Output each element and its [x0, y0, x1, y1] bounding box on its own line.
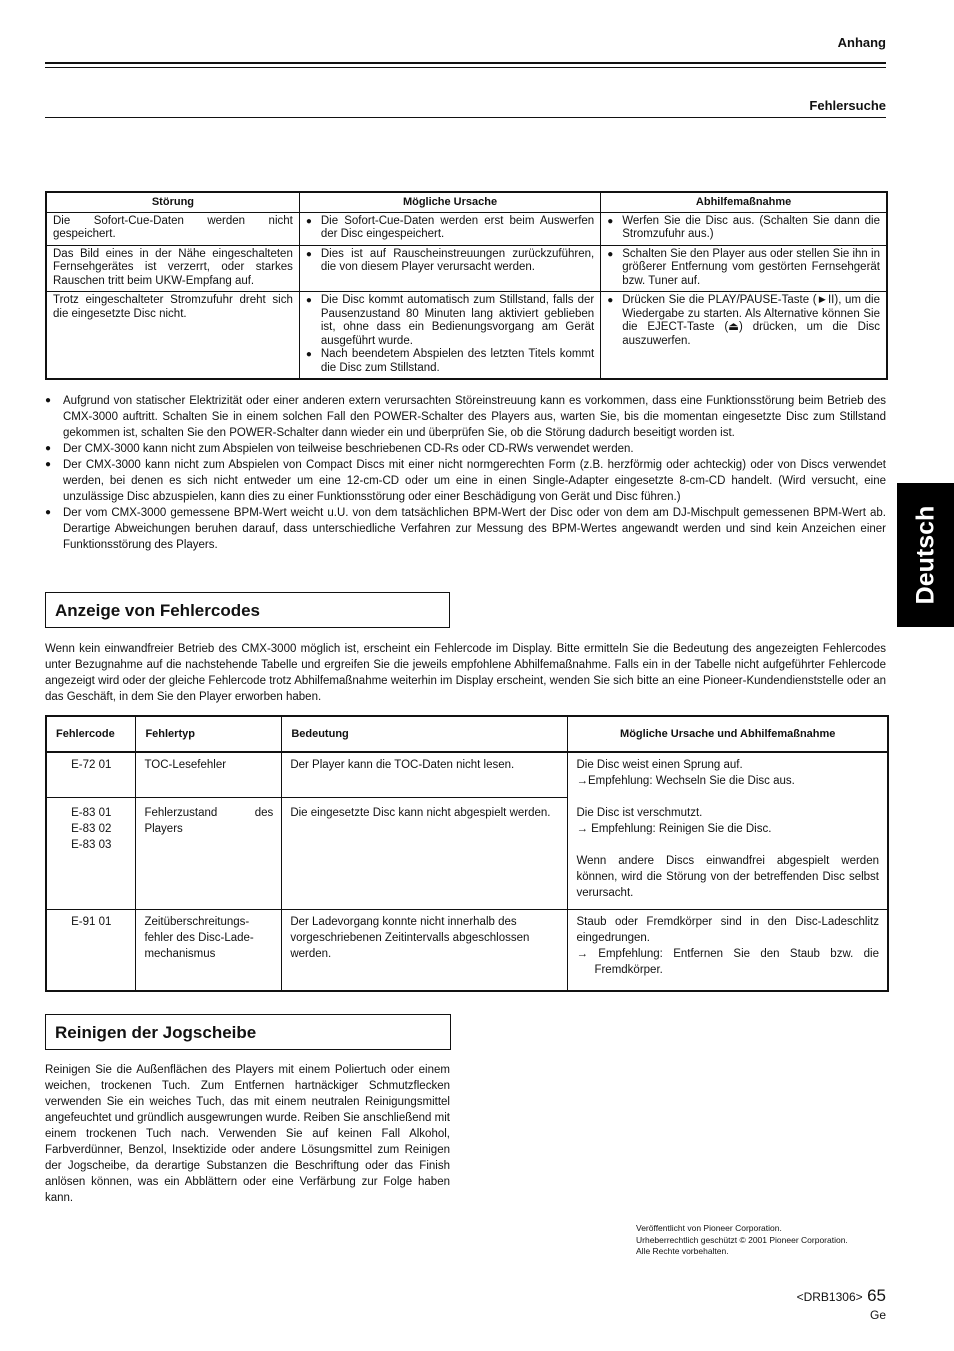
publisher-credits [636, 1223, 848, 1258]
remedy-line: Staub oder Fremdkörper sind in den Disc-Ladeschlitz eingedrungen. [576, 915, 879, 944]
page-footer [797, 1286, 886, 1306]
remedy-line: → Empfehlung: Entfernen Sie den Staub bzw. die Fremdkörper. [576, 947, 879, 976]
note-item: ● Der CMX-3000 kann nicht zum Abspielen von teilweise beschriebenen CD-Rs oder CD-RWs verwendet werden. [45, 441, 886, 457]
cleaning-text: Reinigen Sie die Außenflächen des Players mit einem Poliertuch oder einem weichen, trockenen Tuch. Zum Entfernen hartnäckiger Schmutzflecken verwenden Sie ein weiches Tuch, das mit einem neutralen Reinigungsmittel angefeuchtet und gründlich ausgewrungen wurde. Reiben Sie anschließend mit einem trockenen Tuch nach. Verwenden Sie auf keinen Fall Alkohol, Farbverdünner, Benzol, Insektizide oder andere Lösungsmittel zum Reinigen der Jogscheibe, da derartige Substanzen die Beschriftung oder das Finish anlösen können, was ein Abblättern oder eine Verfärbung zur Folge haben kann. [45, 1064, 450, 1204]
table-header-row [46, 192, 887, 212]
error-codes-intro: Wenn kein einwandfreier Betrieb des CMX-3000 möglich ist, erscheint ein Fehlercode im Display. Bitte ermitteln Sie die Bedeutung des angezeigten Fehlercodes unter Bezugnahme auf die nachstehende Tabelle und ergreifen Sie die jeweils empfohlene Abhilfemaßnahme. Falls ein in der Tabelle nicht aufgeführter Fehlercode angezeigt wird oder der gleiche Fehlercode trotz Abhilfemaßnahme weiterhin im Display erscheint, wenden Sie sich bitte an eine Pioneer-Kundendienststelle oder an das Geschäft, in dem Sie den Player erworben haben. [45, 643, 886, 703]
header-rule-thin [45, 67, 886, 68]
cause-item: ● Die Disc kommt automatisch zum Stillstand, falls der Pausenzustand 80 Minuten lang aktiviert geblieben ist, ohne dass ein Bedienungsvorgang am Gerät ausgeführt wurde. [306, 294, 594, 348]
error-code-cell: E-91 01 [46, 909, 136, 991]
meaning-cell: Die eingesetzte Disc kann nicht abgespielt werden. [282, 797, 568, 909]
column-header: Störung [46, 192, 299, 212]
cause-cell [299, 245, 600, 292]
note-item: ● Der CMX-3000 kann nicht zum Abspielen von Compact Discs mit einer nicht normgerechten Form (z.B. herzförmig oder achteckig) oder von Discs verwendet werden, bei denen es sich nicht entweder um eine 12-cm-CD oder um eine in einen Single-Adapter eingesetzte 8-cm-CD handelt. (Wird versucht, eine unzulässige Disc abzuspielen, kann dies zu einer Funktionsstörung oder einer Beschädigung von Gerät und Disc führen.) [45, 457, 886, 505]
language-code: Ge [869, 1308, 886, 1322]
remedy-item: ● Drücken Sie die PLAY/PAUSE-Taste (►II), um die Wiedergabe zu starten. Als Alternative können Sie die EJECT-Taste (⏏) drücken, um die Disc auszuwerfen. [607, 294, 880, 348]
error-type-cell: TOC-Lesefehler [136, 752, 282, 797]
cause-cell [299, 292, 600, 380]
column-header: Fehlertyp [136, 716, 282, 752]
column-header: Abhilfemaßnahme [601, 192, 887, 212]
error-code-cell: E-83 01 E-83 02 E-83 03 [46, 797, 136, 909]
problem-cell: Die Sofort-Cue-Daten werden nicht gespeichert. [46, 212, 299, 245]
table-row [46, 292, 887, 380]
credit-line: Alle Rechte vorbehalten. [636, 1246, 729, 1256]
cause-cell [299, 212, 600, 245]
problem-cell: Trotz eingeschalteter Stromzufuhr dreht sich die eingesetzte Disc nicht. [46, 292, 299, 380]
doc-code: <DRB1306> [796, 1290, 863, 1304]
note-item: ● Der vom CMX-3000 gemessene BPM-Wert weicht u.U. von dem tatsächlichen BPM-Wert der Disc oder von dem am DJ-Mischpult gemessenen BPM-Wert ab. Derartige Abweichungen beruhen darauf, dass unterschiedliche Verfahren zur Messung des BPM-Wertes angewandt werden und sind kein Anzeichen einer Funktionsstörung des Players. [45, 505, 886, 553]
notes-list [45, 393, 886, 553]
note-item: ● Aufgrund von statischer Elektrizität oder einer anderen extern verursachten Störeinstreuung kann es vorkommen, dass eine Funktionsstörung beim Betrieb des CMX-3000 auftritt. Schalten Sie in einem solchen Fall den POWER-Schalter des Players aus, warten Sie, bis die momentan eingesetzte Disc zum Stillstand gekommen ist, schalten Sie den POWER-Schalter dann wieder ein und überprüfen Sie, ob die Störung dadurch beseitigt worden ist. [45, 393, 886, 441]
credit-line: Veröffentlicht von Pioneer Corporation. [636, 1223, 782, 1233]
subsection-rule [45, 117, 886, 118]
meaning-cell: Der Player kann die TOC-Daten nicht lesen. [282, 752, 568, 797]
remedy-line: Wenn andere Discs einwandfrei abgespielt werden können, wird die Störung von der betreffenden Disc selbst verursacht. [576, 855, 879, 899]
remedy-item: ● Schalten Sie den Player aus oder stellen Sie ihn in größerer Entfernung vom gestörten Fernsehgerät bzw. Tuner auf. [607, 248, 880, 289]
header-rule-thick [45, 62, 886, 64]
column-header: Mögliche Ursache und Abhilfemaßnahme [568, 716, 888, 752]
page-number: 65 [867, 1286, 886, 1305]
problem-cell: Das Bild eines in der Nähe eingeschalteten Fernsehgerätes ist verzerrt, oder starkes Rauschen tritt beim UKW-Empfang auf. [46, 245, 299, 292]
remedy-item: ● Werfen Sie die Disc aus. (Schalten Sie dann die Stromzufuhr aus.) [607, 215, 880, 242]
table-row [46, 212, 887, 245]
remedy-cell [601, 212, 887, 245]
error-codes-table [45, 715, 889, 992]
error-type-cell: Zeitüberschreitungs-fehler des Disc-Lade-mechanismus [136, 909, 282, 991]
cleaning-heading: Reinigen der Jogscheibe [45, 1014, 451, 1050]
meaning-cell: Der Ladevorgang konnte nicht innerhalb des vorgeschriebenen Zeitintervalls abgeschlossen werden. [282, 909, 568, 991]
cause-item: ● Nach beendetem Abspielen des letzten Titels kommt die Disc zum Stillstand. [306, 348, 594, 375]
column-header: Fehlercode [46, 716, 136, 752]
error-codes-heading: Anzeige von Fehlercodes [45, 592, 450, 628]
remedy-line: →Empfehlung: Wechseln Sie die Disc aus. [576, 775, 795, 787]
cause-item: ● Die Sofort-Cue-Daten werden erst beim Auswerfen der Disc eingespeichert. [306, 215, 594, 242]
column-header: Bedeutung [282, 716, 568, 752]
error-code-cell: E-72 01 [46, 752, 136, 797]
remedy-line: → Empfehlung: Reinigen Sie die Disc. [576, 823, 772, 835]
remedy-line: Die Disc ist verschmutzt. [576, 807, 703, 819]
table-row [46, 752, 888, 797]
subsection-title: Fehlersuche [809, 98, 886, 113]
table-header-row [46, 716, 888, 752]
credit-line: Urheberrechtlich geschützt © 2001 Pioneer Corporation. [636, 1234, 848, 1245]
side-tab-label: Deutsch [911, 505, 939, 605]
troubleshooting-table [45, 191, 888, 380]
language-side-tab [897, 483, 954, 627]
error-type-cell: Fehlerzustand des Players [136, 797, 282, 909]
remedy-cell [601, 245, 887, 292]
table-row [46, 245, 887, 292]
section-title: Anhang [837, 35, 886, 50]
remedy-cell [601, 292, 887, 380]
table-row [46, 909, 888, 991]
remedy-line: Die Disc weist einen Sprung auf. [576, 759, 743, 771]
remedy-cell [568, 909, 888, 991]
remedy-cell [568, 752, 888, 909]
cause-item: ● Dies ist auf Rauscheinstreuungen zurückzuführen, die von diesem Player verursacht werden. [306, 248, 594, 275]
column-header: Mögliche Ursache [299, 192, 600, 212]
